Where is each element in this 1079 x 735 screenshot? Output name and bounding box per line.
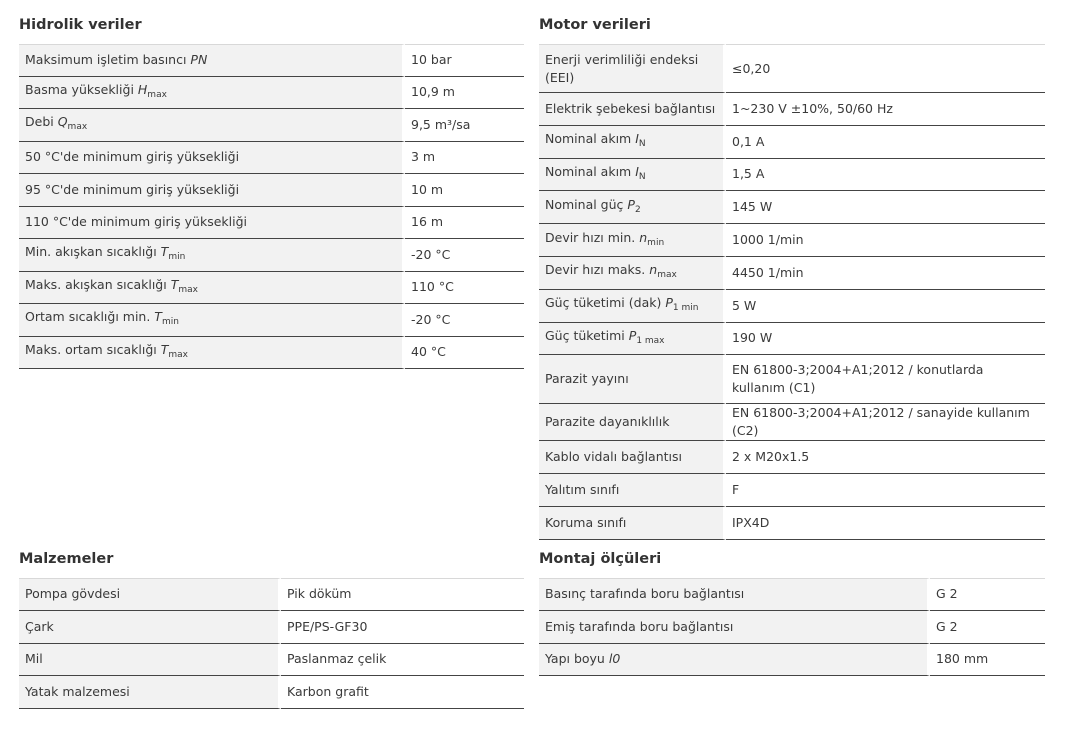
spec-value: G 2	[930, 578, 1045, 611]
spec-value: EN 61800-3;2004+A1;2012 / sanayide kullanım (C2)	[726, 404, 1045, 441]
spec-label	[539, 474, 726, 507]
spec-row	[539, 44, 1045, 93]
spec-label	[19, 239, 405, 272]
spec-value: 190 W	[726, 323, 1045, 356]
spec-symbol: PN	[190, 52, 208, 68]
spec-symbol-subscript: 1 min	[672, 303, 699, 314]
spec-symbol-subscript: max	[178, 284, 198, 295]
spec-label-text: Kablo vidalı bağlantısı	[545, 449, 682, 465]
spec-row	[19, 239, 524, 272]
spec-label	[539, 126, 726, 159]
spec-symbol: T	[160, 341, 169, 357]
spec-label-text: 110 °C'de minimum giriş yüksekliği	[25, 214, 247, 230]
spec-label	[19, 304, 405, 337]
spec-value: G 2	[930, 611, 1045, 644]
spec-label	[539, 93, 726, 126]
spec-value: 9,5 m³/sa	[405, 109, 524, 142]
spec-symbol: T	[160, 244, 169, 260]
spec-label-text: Parazit yayını	[545, 371, 629, 387]
spec-row	[19, 676, 524, 709]
spec-table	[19, 578, 524, 709]
motor-section	[539, 16, 1045, 540]
spec-label-text: Ortam sıcaklığı min.	[25, 309, 155, 325]
spec-label	[19, 337, 405, 370]
spec-value: 10 m	[405, 174, 524, 207]
spec-value: 1,5 A	[726, 159, 1045, 192]
spec-row	[19, 77, 524, 110]
spec-row	[539, 159, 1045, 192]
spec-value: 2 x M20x1.5	[726, 441, 1045, 474]
section-title: Malzemeler	[19, 551, 114, 567]
spec-label	[539, 290, 726, 323]
spec-table	[539, 578, 1045, 676]
spec-label	[19, 142, 405, 175]
spec-row	[19, 142, 524, 175]
spec-label-text: Koruma sınıfı	[545, 514, 627, 530]
spec-value: Karbon grafit	[281, 676, 524, 709]
spec-value: PPE/PS-GF30	[281, 611, 524, 644]
spec-row	[539, 644, 1045, 677]
spec-symbol: P	[665, 295, 673, 311]
spec-label-text: Maks. ortam sıcaklığı	[25, 341, 161, 357]
spec-table	[19, 44, 524, 369]
spec-row	[539, 257, 1045, 290]
spec-symbol-subscript: max	[147, 89, 167, 100]
spec-label-text: Devir hızı min.	[545, 229, 640, 245]
spec-label	[539, 191, 726, 224]
spec-value: 5 W	[726, 290, 1045, 323]
spec-label	[19, 676, 281, 709]
spec-symbol-subscript: max	[657, 270, 677, 281]
spec-label	[539, 44, 726, 93]
spec-value: 1~230 V ±10%, 50/60 Hz	[726, 93, 1045, 126]
spec-symbol-subscript: min	[161, 317, 179, 328]
spec-value: 110 °C	[405, 272, 524, 305]
spec-label-text: Elektrik şebekesi bağlantısı	[545, 100, 716, 116]
spec-value: F	[726, 474, 1045, 507]
spec-label-text: Güç tüketimi	[545, 327, 629, 343]
spec-row	[539, 126, 1045, 159]
spec-row	[539, 355, 1045, 404]
spec-label	[19, 77, 405, 110]
spec-symbol-subscript: max	[67, 122, 88, 133]
spec-symbol: H	[137, 81, 148, 97]
spec-label-text: Basınç tarafında boru bağlantısı	[545, 586, 745, 602]
spec-symbol-subscript: 1 max	[636, 335, 665, 346]
spec-label	[539, 441, 726, 474]
spec-label	[539, 224, 726, 257]
spec-symbol: I	[635, 131, 639, 147]
spec-label	[539, 578, 930, 611]
spec-label-text: Pompa gövdesi	[25, 586, 121, 602]
spec-label-text: Güç tüketimi (dak)	[545, 295, 666, 311]
spec-symbol-subscript: min	[168, 252, 186, 263]
spec-label	[19, 109, 405, 142]
spec-label-text: Mil	[25, 651, 43, 667]
spec-row	[19, 272, 524, 305]
spec-row	[539, 474, 1045, 507]
spec-value: 40 °C	[405, 337, 524, 370]
spec-label-text: Yalıtım sınıfı	[545, 482, 620, 498]
spec-label-text: Maks. akışkan sıcaklığı	[25, 276, 171, 292]
spec-label-text: Basma yüksekliği	[25, 81, 138, 97]
spec-label	[539, 323, 726, 356]
spec-row	[539, 93, 1045, 126]
spec-value: 180 mm	[930, 644, 1045, 677]
spec-label	[539, 507, 726, 540]
spec-symbol: n	[639, 229, 648, 245]
spec-value: ≤0,20	[726, 44, 1045, 93]
spec-label	[19, 272, 405, 305]
spec-label	[19, 174, 405, 207]
spec-label-text: 95 °C'de minimum giriş yüksekliği	[25, 181, 240, 197]
spec-row	[19, 304, 524, 337]
spec-label	[539, 355, 726, 404]
spec-label-text: Maksimum işletim basıncı	[25, 52, 191, 68]
spec-symbol-subscript: max	[168, 349, 188, 360]
spec-label-text: Parazite dayanıklılık	[545, 414, 670, 430]
spec-row	[539, 323, 1045, 356]
spec-label-text: Min. akışkan sıcaklığı	[25, 244, 161, 260]
spec-label-text: Nominal akım	[545, 163, 636, 179]
spec-value: -20 °C	[405, 304, 524, 337]
spec-symbol: T	[154, 309, 162, 325]
spec-row	[539, 191, 1045, 224]
spec-symbol: n	[649, 262, 658, 278]
hydraulic-section	[19, 16, 524, 369]
section-title: Montaj ölçüleri	[539, 551, 662, 567]
spec-value: 0,1 A	[726, 126, 1045, 159]
spec-row	[19, 644, 524, 677]
spec-symbol-subscript: 2	[634, 204, 641, 215]
spec-symbol: l0	[608, 651, 621, 667]
spec-label-text: 50 °C'de minimum giriş yüksekliği	[25, 149, 240, 165]
mounting-section	[539, 550, 1045, 676]
spec-row	[19, 44, 524, 77]
spec-row	[539, 290, 1045, 323]
spec-value: -20 °C	[405, 239, 524, 272]
spec-value: 10,9 m	[405, 77, 524, 110]
spec-row	[539, 507, 1045, 540]
spec-label-text: Emiş tarafında boru bağlantısı	[545, 618, 734, 634]
spec-label-text: Enerji verimliliği endeksi (EEI)	[545, 51, 699, 85]
spec-label	[539, 159, 726, 192]
spec-value: EN 61800-3;2004+A1;2012 / konutlarda kullanım (C1)	[726, 355, 1045, 404]
spec-row	[19, 109, 524, 142]
spec-value: Pik döküm	[281, 578, 524, 611]
spec-value: 10 bar	[405, 44, 524, 77]
spec-row	[539, 404, 1045, 441]
spec-row	[19, 337, 524, 370]
spec-symbol: T	[170, 276, 179, 292]
spec-label	[19, 44, 405, 77]
spec-label	[19, 207, 405, 240]
spec-label-text: Nominal akım	[545, 131, 636, 147]
spec-value: Paslanmaz çelik	[281, 644, 524, 677]
spec-value: 16 m	[405, 207, 524, 240]
spec-value: 4450 1/min	[726, 257, 1045, 290]
spec-label	[539, 611, 930, 644]
section-title: Motor verileri	[539, 17, 651, 33]
spec-row	[19, 207, 524, 240]
spec-label-text: Yatak malzemesi	[25, 684, 130, 700]
spec-value: 145 W	[726, 191, 1045, 224]
spec-symbol: Q	[57, 114, 68, 130]
spec-table	[539, 44, 1045, 540]
spec-symbol-subscript: min	[647, 237, 665, 248]
spec-symbol-subscript: N	[638, 139, 646, 150]
spec-symbol: P	[627, 196, 635, 212]
spec-row	[19, 578, 524, 611]
spec-row	[539, 611, 1045, 644]
spec-row	[19, 174, 524, 207]
spec-row	[539, 224, 1045, 257]
spec-label	[19, 578, 281, 611]
section-title: Hidrolik veriler	[19, 17, 142, 33]
spec-label-text: Nominal güç	[545, 196, 628, 212]
spec-label	[539, 644, 930, 677]
spec-label-text: Debi	[25, 114, 58, 130]
spec-label-text: Çark	[25, 618, 54, 634]
spec-value: 1000 1/min	[726, 224, 1045, 257]
spec-row	[539, 578, 1045, 611]
spec-symbol-subscript: N	[638, 171, 646, 182]
spec-label	[19, 644, 281, 677]
spec-row	[19, 611, 524, 644]
spec-label	[19, 611, 281, 644]
spec-symbol: I	[635, 163, 639, 179]
spec-value: 3 m	[405, 142, 524, 175]
materials-section	[19, 550, 524, 709]
spec-label-text: Devir hızı maks.	[545, 262, 650, 278]
spec-symbol: P	[628, 327, 637, 343]
spec-label-text: Yapı boyu	[545, 651, 609, 667]
spec-row	[539, 441, 1045, 474]
spec-value: IPX4D	[726, 507, 1045, 540]
spec-label	[539, 404, 726, 441]
spec-label	[539, 257, 726, 290]
